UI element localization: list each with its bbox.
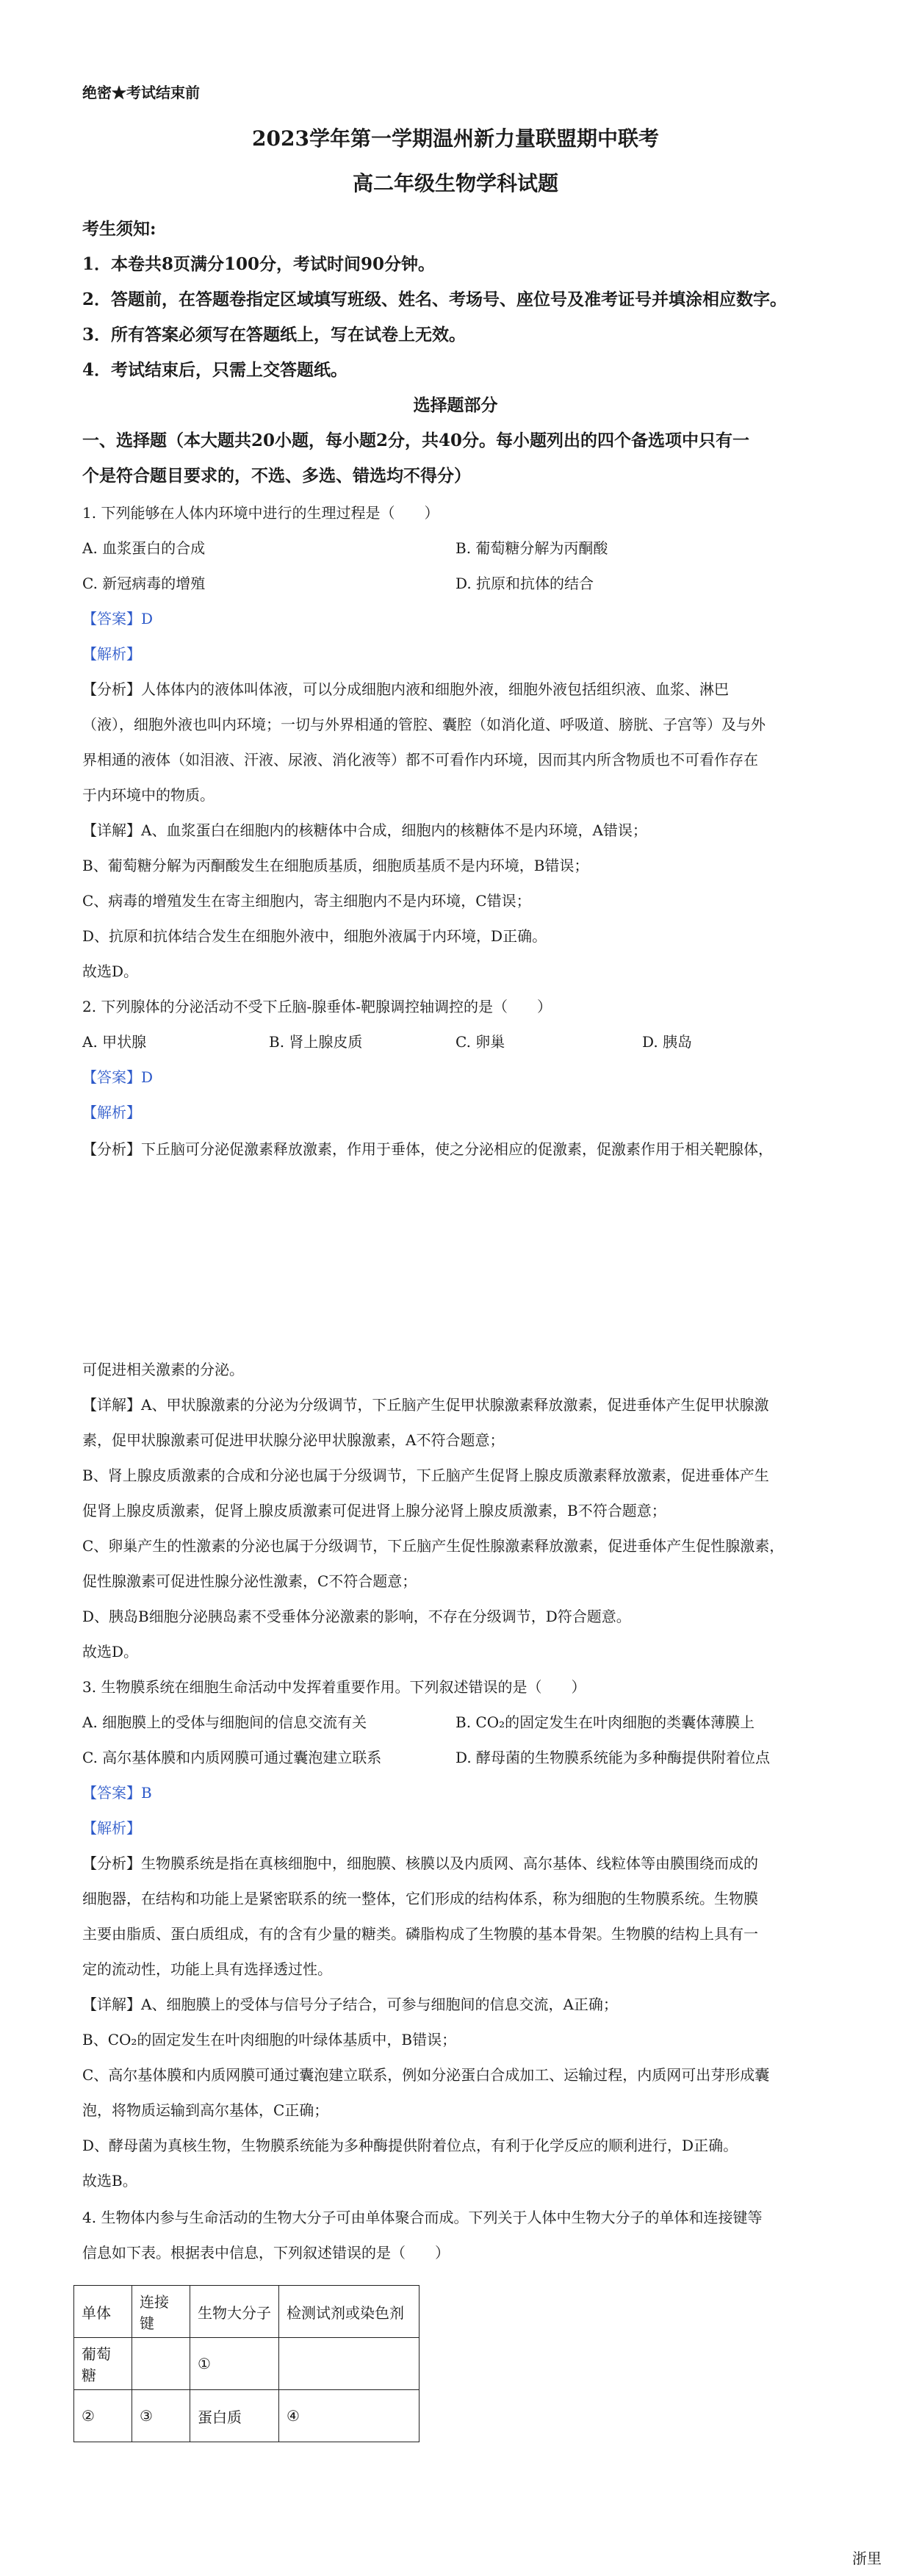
option: C. 卵巢 bbox=[455, 1033, 505, 1051]
table-cell: 葡萄糖 bbox=[74, 2338, 132, 2390]
analysis-line: D、酵母菌为真核生物，生物膜系统能为多种酶提供附着位点，有利于化学反应的顺利进行，D正确。 bbox=[82, 2137, 738, 2154]
option: A. 甲状腺 bbox=[82, 1033, 147, 1051]
table-cell: ① bbox=[190, 2338, 279, 2390]
option: C. 新冠病毒的增殖 bbox=[82, 575, 206, 592]
question-stem: 1. 下列能够在人体内环境中进行的生理过程是（ ） bbox=[82, 504, 439, 522]
analysis-line: 主要由脂质、蛋白质组成，有的含有少量的糖类。磷脂构成了生物膜的基本骨架。生物膜的结构上具有一 bbox=[82, 1925, 758, 1943]
analysis-line: 【分析】下丘脑可分泌促激素释放激素，作用于垂体，使之分泌相应的促激素，促激素作用于相关靶腺体， bbox=[82, 1140, 773, 1158]
question-stem: 3. 生物膜系统在细胞生命活动中发挥着重要作用。下列叙述错误的是（ ） bbox=[82, 1678, 586, 1696]
analysis-tag: 【解析】 bbox=[82, 645, 141, 663]
analysis-line: 【分析】生物膜系统是指在真核细胞中，细胞膜、核膜以及内质网、高尔基体、线粒体等由膜围绕而成的 bbox=[82, 1854, 758, 1872]
table-cell: 蛋白质 bbox=[190, 2390, 279, 2442]
analysis-line: 可促进相关激素的分泌。 bbox=[82, 1361, 244, 1378]
answer-label: 【答案】D bbox=[82, 610, 154, 627]
analysis-line: D、胰岛B细胞分泌胰岛素不受垂体分泌激素的影响，不存在分级调节，D符合题意。 bbox=[82, 1608, 631, 1625]
question-stem: 2. 下列腺体的分泌活动不受下丘脑-腺垂体-靶腺调控轴调控的是（ ） bbox=[82, 998, 552, 1015]
table-cell: ④ bbox=[279, 2390, 420, 2442]
analysis-line: B、肾上腺皮质激素的合成和分泌也属于分级调节，下丘脑产生促肾上腺皮质激素释放激素，促进垂体产生 bbox=[82, 1467, 769, 1484]
option: A. 细胞膜上的受体与细胞间的信息交流有关 bbox=[82, 1713, 367, 1731]
notice-item: 4．考试结束后，只需上交答题纸。 bbox=[82, 360, 348, 380]
option: C. 高尔基体膜和内质网膜可通过囊泡建立联系 bbox=[82, 1749, 382, 1766]
option: D. 胰岛 bbox=[642, 1033, 693, 1051]
analysis-tag: 【解析】 bbox=[82, 1819, 141, 1837]
analysis-line: 于内环境中的物质。 bbox=[82, 786, 215, 804]
analysis-line: 细胞器，在结构和功能上是紧密联系的统一整体，它们形成的结构体系，称为细胞的生物膜系统。生物膜 bbox=[82, 1890, 758, 1907]
analysis-line: C、卵巢产生的性激素的分泌也属于分级调节，下丘脑产生促性腺激素释放激素，促进垂体产生促性腺激素， bbox=[82, 1537, 785, 1555]
analysis-line: 【详解】A、血浆蛋白在细胞内的核糖体中合成，细胞内的核糖体不是内环境，A错误； bbox=[82, 821, 647, 839]
analysis-line: 故选D。 bbox=[82, 1643, 139, 1661]
exam-title: 2023学年第一学期温州新力量联盟期中联考 bbox=[252, 126, 659, 151]
answer-label: 【答案】B bbox=[82, 1784, 152, 1802]
notice-heading: 考生须知: bbox=[82, 219, 156, 239]
analysis-line: （液），细胞外液也叫内环境；一切与外界相通的管腔、囊腔（如消化道、呼吸道、膀胱、子宫等）及与外 bbox=[82, 716, 766, 733]
table-cell bbox=[279, 2338, 420, 2390]
option: B. 肾上腺皮质 bbox=[269, 1033, 363, 1051]
analysis-line: 定的流动性，功能上具有选择透过性。 bbox=[82, 1960, 332, 1978]
table-header-cell: 连接键 bbox=[132, 2286, 190, 2338]
analysis-line: 故选B。 bbox=[82, 2172, 137, 2190]
part-heading: 选择题部分 bbox=[413, 395, 498, 415]
analysis-line: B、葡萄糖分解为丙酮酸发生在细胞质基质，细胞质基质不是内环境，B错误； bbox=[82, 857, 589, 874]
table-cell: ③ bbox=[132, 2390, 190, 2442]
table-cell: ② bbox=[74, 2390, 132, 2442]
option: B. CO₂的固定发生在叶肉细胞的类囊体薄膜上 bbox=[455, 1713, 755, 1731]
analysis-line: 泡，将物质运输到高尔基体，C正确； bbox=[82, 2101, 329, 2119]
table-row bbox=[74, 2338, 420, 2390]
table-row bbox=[74, 2390, 420, 2442]
analysis-line: B、CO₂的固定发生在叶肉细胞的叶绿体基质中，B错误； bbox=[82, 2031, 457, 2048]
question-stem-cont: 信息如下表。根据表中信息，下列叙述错误的是（ ） bbox=[82, 2244, 450, 2262]
analysis-line: 促性腺激素可促进性腺分泌性激素，C不符合题意； bbox=[82, 1572, 417, 1590]
analysis-line: 素，促甲状腺激素可促进甲状腺分泌甲状腺激素，A不符合题意； bbox=[82, 1431, 505, 1449]
secret-label: 绝密★考试结束前 bbox=[82, 84, 200, 101]
section-heading: 一、选择题（本大题共20小题，每小题2分，共40分。每小题列出的四个备选项中只有一 bbox=[82, 431, 750, 450]
analysis-line: 故选D。 bbox=[82, 963, 139, 980]
table-header-cell: 生物大分子 bbox=[190, 2286, 279, 2338]
footer-mark: 浙里 bbox=[852, 2550, 882, 2567]
analysis-line: 【详解】A、细胞膜上的受体与信号分子结合，可参与细胞间的信息交流，A正确； bbox=[82, 1996, 618, 2013]
notice-item: 2．答题前，在答题卷指定区域填写班级、姓名、考场号、座位号及准考证号并填涂相应数字。 bbox=[82, 289, 788, 309]
monomer-table bbox=[73, 2285, 420, 2442]
analysis-tag: 【解析】 bbox=[82, 1104, 141, 1121]
table-cell bbox=[132, 2338, 190, 2390]
analysis-line: 促肾上腺皮质激素，促肾上腺皮质激素可促进肾上腺分泌肾上腺皮质激素，B不符合题意； bbox=[82, 1502, 666, 1519]
answer-label: 【答案】D bbox=[82, 1068, 154, 1086]
analysis-line: 【分析】人体体内的液体叫体液，可以分成细胞内液和细胞外液，细胞外液包括组织液、血浆、淋巴 bbox=[82, 680, 729, 698]
notice-item: 3．所有答案必须写在答题纸上，写在试卷上无效。 bbox=[82, 325, 467, 345]
analysis-line: C、病毒的增殖发生在寄主细胞内，寄主细胞内不是内环境，C错误； bbox=[82, 892, 531, 910]
notice-item: 1．本卷共8页满分100分，考试时间90分钟。 bbox=[82, 254, 436, 274]
table-header-cell: 检测试剂或染色剂 bbox=[279, 2286, 420, 2338]
section-heading-cont: 个是符合题目要求的，不选、多选、错选均不得分） bbox=[82, 466, 471, 486]
analysis-line: C、高尔基体膜和内质网膜可通过囊泡建立联系，例如分泌蛋白合成加工、运输过程，内质网可出芽形成囊 bbox=[82, 2066, 770, 2084]
table-header-row bbox=[74, 2286, 420, 2338]
analysis-line: 界相通的液体（如泪液、汗液、尿液、消化液等）都不可看作内环境，因而其内所含物质也不可看作存在 bbox=[82, 751, 758, 769]
question-stem: 4. 生物体内参与生命活动的生物大分子可由单体聚合而成。下列关于人体中生物大分子的单体和连接键等 bbox=[82, 2209, 763, 2226]
option: D. 酵母菌的生物膜系统能为多种酶提供附着位点 bbox=[455, 1749, 771, 1766]
table-header-cell: 单体 bbox=[74, 2286, 132, 2338]
exam-subtitle: 高二年级生物学科试题 bbox=[352, 171, 558, 195]
option: D. 抗原和抗体的结合 bbox=[455, 575, 594, 592]
option: A. 血浆蛋白的合成 bbox=[82, 539, 206, 557]
option: B. 葡萄糖分解为丙酮酸 bbox=[455, 539, 608, 557]
analysis-line: 【详解】A、甲状腺激素的分泌为分级调节，下丘脑产生促甲状腺激素释放激素，促进垂体产生促甲状腺激 bbox=[82, 1396, 769, 1414]
analysis-line: D、抗原和抗体结合发生在细胞外液中，细胞外液属于内环境，D正确。 bbox=[82, 927, 547, 945]
